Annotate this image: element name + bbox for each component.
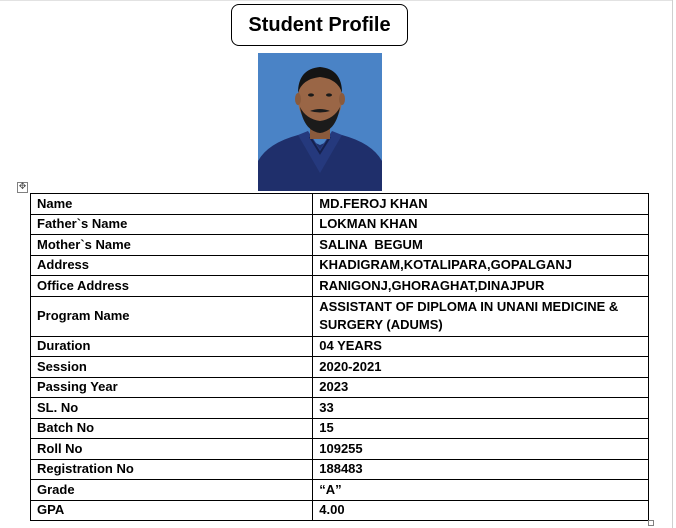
row-value: “A”	[313, 480, 649, 501]
table-row	[31, 235, 649, 256]
table-resize-handle-icon[interactable]	[648, 520, 654, 526]
row-value: 2020-2021	[313, 357, 649, 378]
row-label: Name	[31, 194, 313, 215]
row-label: Batch No	[31, 418, 313, 439]
row-value: 04 YEARS	[313, 336, 649, 357]
student-profile-table	[30, 193, 649, 521]
table-move-handle-icon[interactable]: ✥	[18, 182, 27, 192]
table-row	[31, 480, 649, 501]
row-value: 2023	[313, 377, 649, 398]
page-right-border	[672, 0, 673, 528]
table-row	[31, 500, 649, 521]
portrait-image	[258, 53, 382, 191]
row-label: Session	[31, 357, 313, 378]
student-photo	[258, 53, 382, 191]
table-row	[31, 377, 649, 398]
row-label: Address	[31, 255, 313, 276]
page-top-border	[0, 0, 673, 1]
row-label: Father`s Name	[31, 214, 313, 235]
page-title: Student Profile	[231, 4, 408, 46]
row-label: Grade	[31, 480, 313, 501]
row-value: KHADIGRAM,KOTALIPARA,GOPALGANJ	[313, 255, 649, 276]
row-value: RANIGONJ,GHORAGHAT,DINAJPUR	[313, 276, 649, 297]
table-row	[31, 439, 649, 460]
table-row	[31, 255, 649, 276]
row-label: Roll No	[31, 439, 313, 460]
row-label: GPA	[31, 500, 313, 521]
row-value: 33	[313, 398, 649, 419]
row-label: Program Name	[31, 296, 313, 336]
row-label: Mother`s Name	[31, 235, 313, 256]
table-row	[31, 214, 649, 235]
row-label: Passing Year	[31, 377, 313, 398]
row-value: MD.FEROJ KHAN	[313, 194, 649, 215]
row-value: 109255	[313, 439, 649, 460]
table-row	[31, 336, 649, 357]
table-row	[31, 459, 649, 480]
row-value: ASSISTANT OF DIPLOMA IN UNANI MEDICINE & SURGERY (ADUMS)	[313, 296, 649, 336]
table-row	[31, 194, 649, 215]
table-row	[31, 276, 649, 297]
row-label: Office Address	[31, 276, 313, 297]
row-value: 4.00	[313, 500, 649, 521]
table-row	[31, 296, 649, 336]
row-value: SALINA BEGUM	[313, 235, 649, 256]
table-row	[31, 357, 649, 378]
row-value: LOKMAN KHAN	[313, 214, 649, 235]
table-row	[31, 398, 649, 419]
row-label: Registration No	[31, 459, 313, 480]
row-value: 15	[313, 418, 649, 439]
row-label: Duration	[31, 336, 313, 357]
row-value: 188483	[313, 459, 649, 480]
row-label: SL. No	[31, 398, 313, 419]
table-row	[31, 418, 649, 439]
